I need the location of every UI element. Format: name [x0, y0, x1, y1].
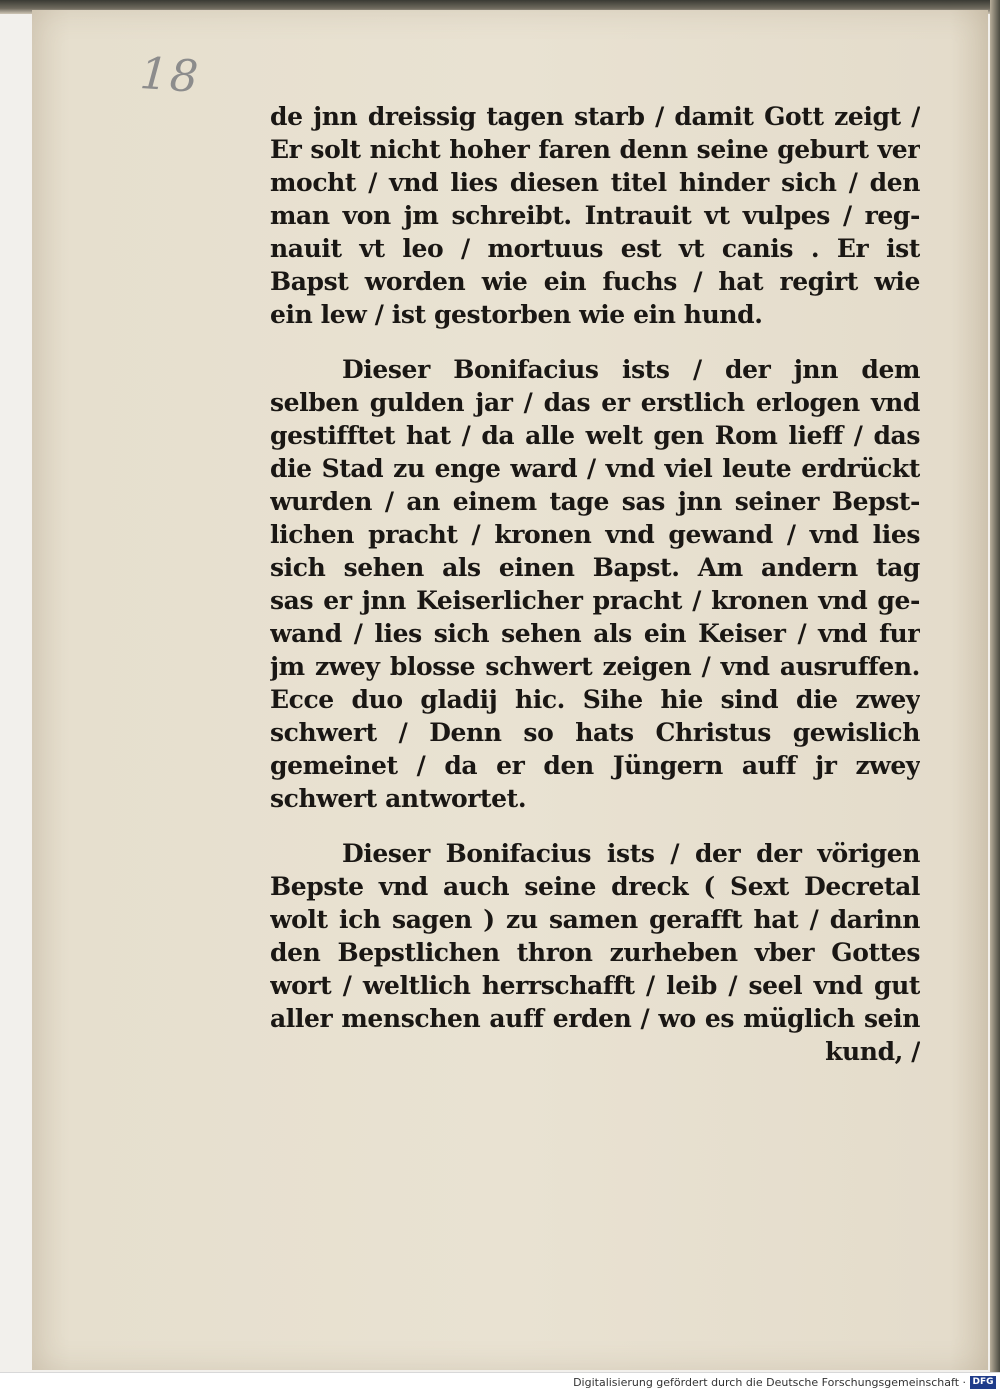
- text-line: schwert antwortet.: [270, 784, 527, 813]
- text-block: [270, 100, 920, 1090]
- text-line: gemeinet / da er den Jüngern auff jr zwey: [270, 751, 920, 780]
- text-line: schwert / Denn so hats Christus gewislich: [270, 718, 920, 747]
- funding-credit: Digitalisierung gefördert durch die Deutsche Forschungsgemeinschaft ·: [573, 1376, 966, 1389]
- text-line: wurden / an einem tage sas jnn seiner Bepst-: [270, 487, 920, 516]
- text-line: gestifftet hat / da alle welt gen Rom lieff / das: [270, 421, 920, 450]
- text-line: den Bepstlichen thron zurheben vber Gottes: [270, 938, 920, 967]
- text-line: wort / weltlich herrschafft / leib / seel vnd gut: [270, 971, 920, 1000]
- text-line: Bapst worden wie ein fuchs / hat regirt wie: [270, 267, 920, 296]
- text-line: lichen pracht / kronen vnd gewand / vnd lies: [270, 520, 920, 549]
- text-line: Dieser Bonifacius ists / der der vörigen: [342, 839, 920, 868]
- text-line: man von jm schreibt. Intrauit vt vulpes / reg-: [270, 201, 920, 230]
- text-line: wand / lies sich sehen als ein Keiser / vnd fur: [270, 619, 920, 648]
- paragraph-3: [270, 837, 920, 1068]
- text-line: aller menschen auff erden / wo es müglich sein: [270, 1004, 920, 1033]
- text-line: Er solt nicht hoher faren denn seine geburt ver: [270, 135, 920, 164]
- text-line: die Stad zu enge ward / vnd viel leute erdrückt: [270, 454, 920, 483]
- text-line: Ecce duo gladij hic. Sihe hie sind die zwey: [270, 685, 920, 714]
- text-line: ein lew / ist gestorben wie ein hund.: [270, 300, 763, 329]
- text-line: Dieser Bonifacius ists / der jnn dem: [342, 355, 920, 384]
- dfg-logo: DFG: [970, 1376, 996, 1389]
- text-line: nauit vt leo / mortuus est vt canis . Er ist: [270, 234, 920, 263]
- paragraph-2: [270, 353, 920, 815]
- footer-bar: [0, 1372, 1000, 1393]
- scan-border-right: [990, 0, 1000, 1372]
- folio-number: 18: [138, 47, 202, 104]
- text-line: wolt ich sagen ) zu samen gerafft hat / darinn: [270, 905, 920, 934]
- text-line: Bepste vnd auch seine dreck ( Sext Decretal: [270, 872, 920, 901]
- text-line: mocht / vnd lies diesen titel hinder sich / den: [270, 168, 920, 197]
- text-line: selben gulden jar / das er erstlich erlogen vnd: [270, 388, 920, 417]
- paragraph-1: [270, 100, 920, 331]
- text-line: sich sehen als einen Bapst. Am andern tag: [270, 553, 920, 582]
- catchword: kund, /: [825, 1037, 920, 1066]
- text-line: de jnn dreissig tagen starb / damit Gott zeigt /: [270, 102, 920, 131]
- text-line: sas er jnn Keiserlicher pracht / kronen vnd ge-: [270, 586, 920, 615]
- text-line: jm zwey blosse schwert zeigen / vnd ausruffen.: [270, 652, 920, 681]
